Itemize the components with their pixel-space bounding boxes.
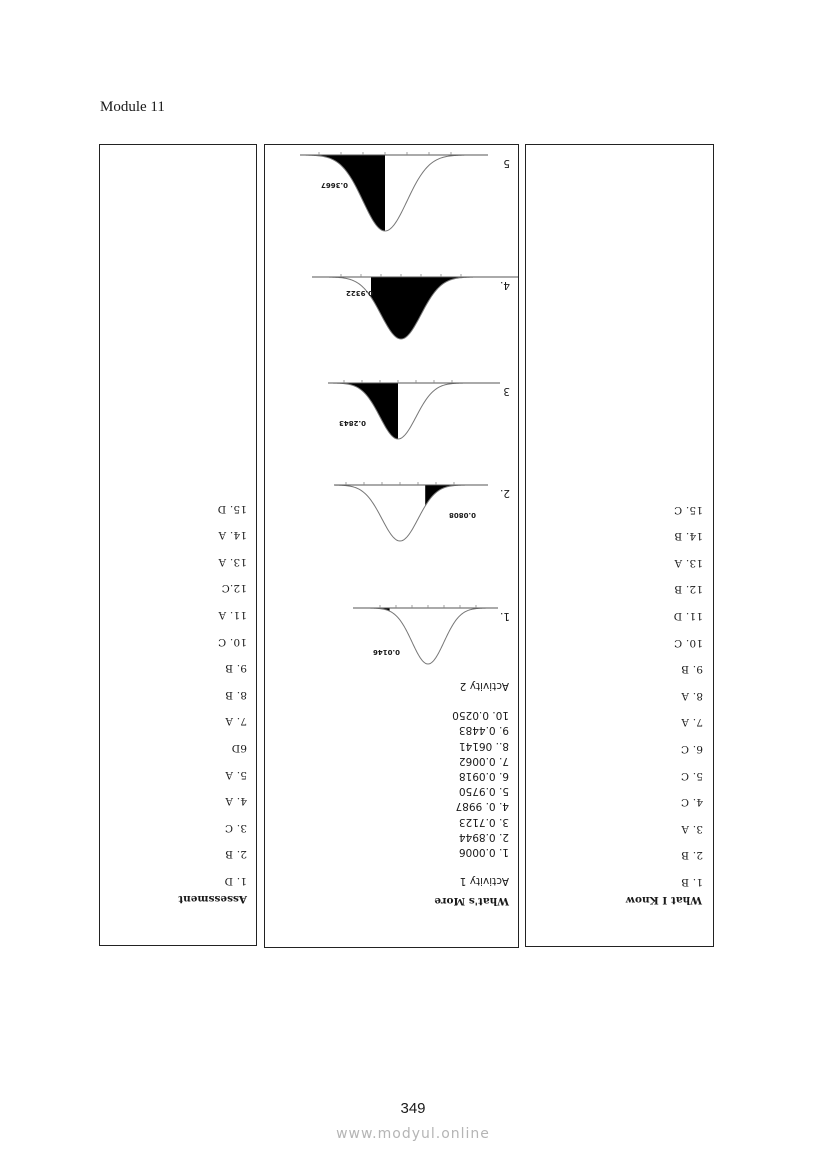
answer-item: 13. A [218, 555, 247, 568]
answer-item: 11. A [218, 609, 247, 621]
normal-curve-graph [265, 139, 518, 239]
answer-item: 1. B [681, 876, 703, 888]
what-i-know-content [526, 145, 713, 946]
answer-item: 9. B [681, 663, 703, 676]
graph-number-label: 3 [503, 385, 510, 397]
graph-number-label: 2. [499, 487, 510, 499]
shaded-area-value: 0.0808 [448, 511, 476, 519]
graph-number-label: 4. [499, 279, 510, 291]
answer-item: 11. D [673, 610, 703, 622]
answer-item: 10. C [217, 635, 247, 648]
graph-svg [265, 247, 518, 347]
answer-item: 8. B [225, 688, 247, 701]
answer-item: 5. C [680, 769, 703, 782]
shaded-area [371, 277, 465, 339]
activity1-value: 7. 0.0062 [458, 754, 509, 767]
shaded-area [340, 383, 398, 439]
answer-item: 7. A [225, 715, 247, 728]
activity1-value: 5. 0.9750 [458, 785, 509, 798]
activity1-value: 3. 0.7123 [458, 815, 509, 828]
whats-more-box [264, 144, 519, 948]
graph-svg [265, 449, 518, 549]
activity1-value: 6. 0.0918 [458, 770, 509, 782]
activity1-value: 4. 0. 9987 [455, 800, 509, 813]
answer-item: 6D [231, 742, 247, 754]
whats-more-heading: What's More [434, 895, 509, 907]
module-title: Module 11 [100, 99, 165, 115]
normal-curve-graph [265, 572, 518, 672]
watermark: www.modyul.online [336, 1126, 490, 1142]
graph-svg [265, 572, 518, 672]
answer-item: 10. C [673, 636, 703, 649]
normal-curve-graph [265, 247, 518, 347]
answer-item: 1. D [224, 875, 247, 887]
activity2-title: Activity 2 [459, 680, 509, 692]
activity1-value: 9. 0.4483 [458, 724, 509, 737]
answer-item: 2. B [225, 848, 247, 861]
answer-item: 8. A [681, 689, 703, 702]
normal-curve-graph [265, 449, 518, 549]
shaded-area-value: 0.0146 [372, 648, 400, 656]
page-number: 349 [400, 1100, 426, 1117]
answer-item: 12. B [674, 583, 703, 596]
activity1-title: Activity 1 [459, 875, 509, 887]
answer-item: 4. C [680, 796, 703, 809]
answer-item: 3. C [224, 821, 247, 834]
activity1-value: 10. 0.0250 [452, 709, 509, 722]
assessment-heading: Assessment [178, 893, 247, 905]
answer-item: 5. A [225, 768, 247, 781]
shaded-area-value: 0.2843 [338, 419, 366, 427]
assessment-content [100, 145, 256, 945]
answer-item: 15. C [673, 503, 703, 516]
answer-item: 6. C [680, 743, 703, 755]
shaded-area-value: 0.9322 [345, 289, 373, 297]
answer-item: 7. A [681, 716, 703, 729]
answer-item: 3. A [681, 822, 703, 835]
answer-item: 14. B [674, 530, 703, 543]
what-i-know-heading: What I Know [625, 894, 702, 906]
graph-number-label: 1. [499, 610, 510, 622]
activity1-value: 2. 0.8944 [458, 830, 509, 843]
shaded-area-value: 0.3667 [320, 181, 348, 189]
answer-item: 4. A [225, 795, 247, 808]
graph-number-label: 5 [503, 157, 510, 169]
normal-curve [335, 485, 465, 541]
activity1-value: 8.. 06141 [458, 739, 509, 752]
answer-item: 15. D [217, 502, 247, 515]
answer-item: 12.C [221, 582, 247, 595]
graph-svg [265, 139, 518, 239]
answer-item: 13. A [674, 556, 703, 569]
answer-item: 2. B [681, 849, 703, 862]
shaded-area [315, 155, 385, 231]
assessment-box [99, 144, 257, 946]
what-i-know-box [525, 144, 714, 947]
normal-curve-graph [265, 347, 518, 447]
whats-more-content [265, 145, 518, 947]
shaded-area [425, 485, 457, 506]
answer-item: 9. B [225, 662, 247, 675]
answer-item: 14. A [218, 529, 247, 542]
graph-svg [265, 347, 518, 447]
activity1-value: 1. 0.0006 [458, 846, 509, 858]
